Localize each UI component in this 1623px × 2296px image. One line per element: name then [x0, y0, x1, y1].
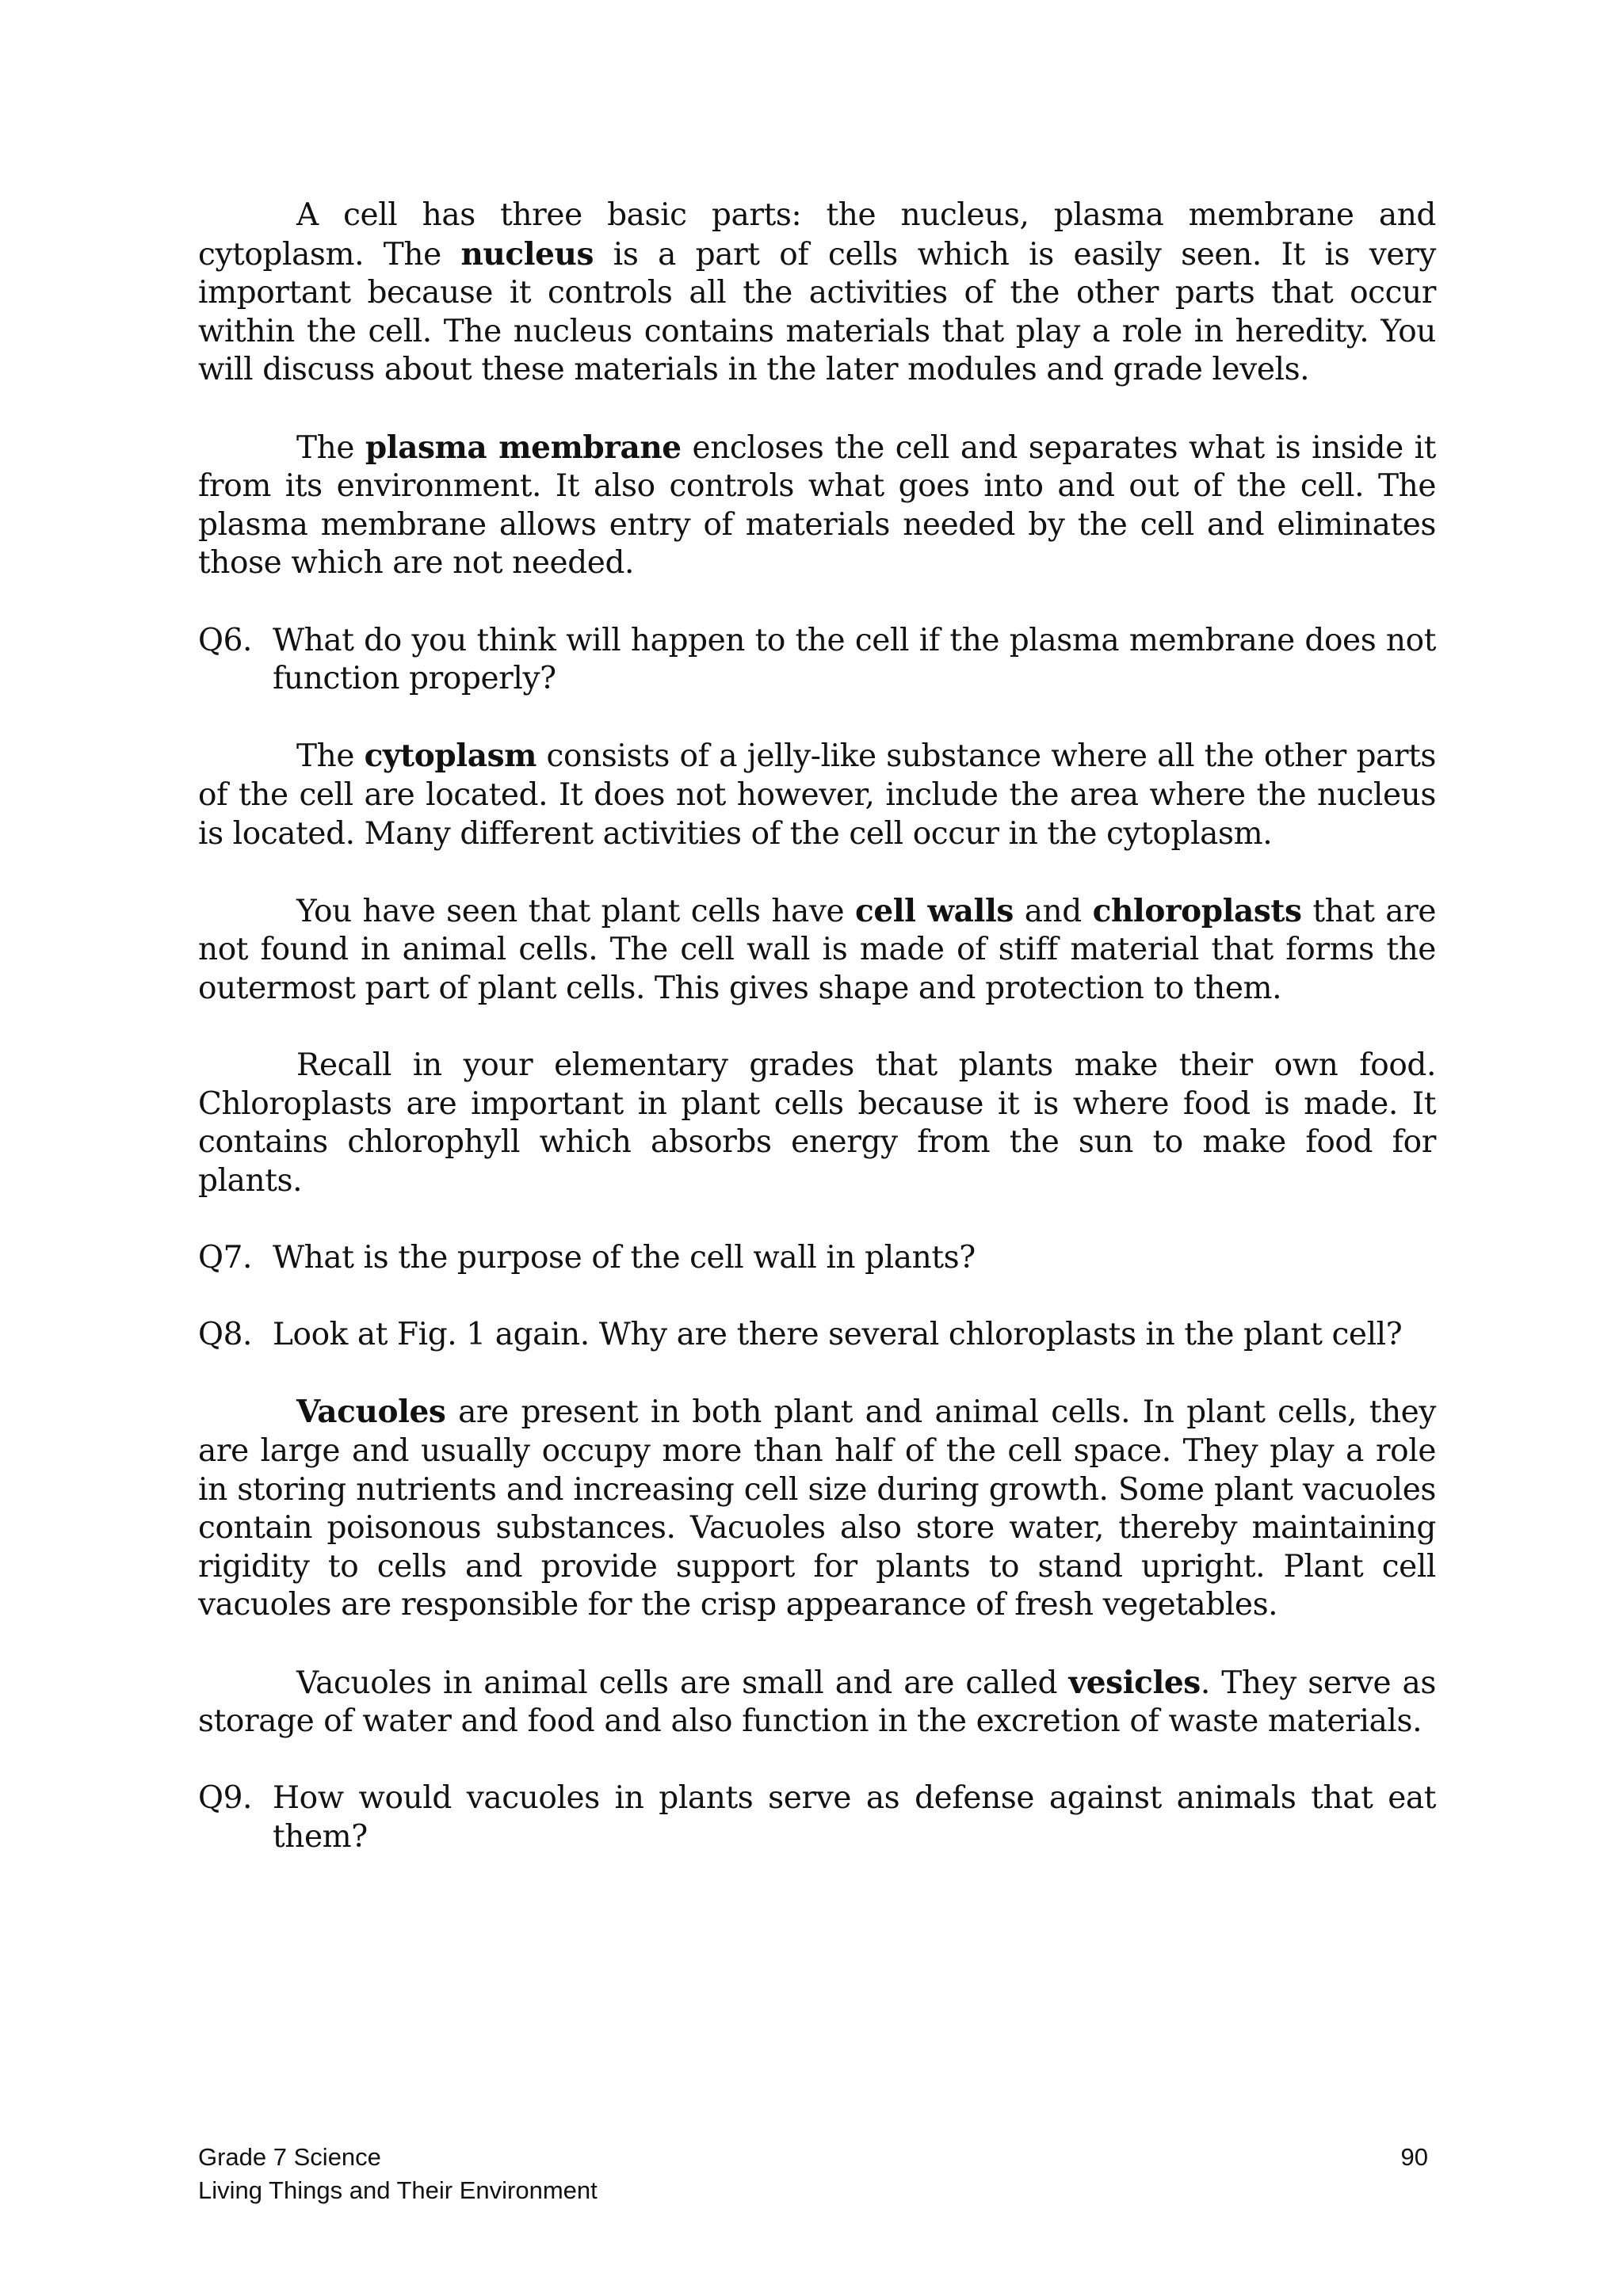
page-body: [198, 196, 1436, 1895]
paragraph-text: and: [1013, 893, 1093, 929]
paragraph-text: Vacuoles in animal cells are small and are called: [296, 1665, 1069, 1701]
page-number: 90: [1400, 2143, 1428, 2171]
paragraph-text: is a part of cells which is easily seen. It is very important because it controls all the activities of the other parts that occur within the cell. The nucleus contains materials that play a role in heredity. You will discuss about these materials in the later modules and grade levels.: [198, 236, 1436, 388]
paragraph-vesicles: [198, 1664, 1436, 1741]
term-vesicles: vesicles: [1068, 1664, 1201, 1701]
paragraph-text: Recall in your elementary grades that plants make their own food. Chloroplasts are important in plant cells because it is where food is made. It contains chlorophyll which absorbs energy from the sun to make food for plants.: [198, 1047, 1436, 1199]
term-cell-walls: cell walls: [854, 892, 1014, 929]
paragraph-cell-walls: [198, 892, 1436, 1009]
paragraph-text: are present in both plant and animal cells. In plant cells, they are large and usually occupy more than half of the cell space. They play a role in storing nutrients and increasing cell size during growth. Some plant vacuoles contain poisonous substances. Vacuoles also store water, thereby maintaining rigidity to cells and provide support for plants to stand upright. Plant cell vacuoles are responsible for the crisp appearance of fresh vegetables.: [198, 1394, 1436, 1623]
question-text: How would vacuoles in plants serve as defense against animals that eat them?: [273, 1780, 1436, 1855]
paragraph-text: consists of a jelly-like substance where all the other parts of the cell are located. It does not however, include the area where the nucleus is located. Many different activities of the cell occur in the cytoplasm.: [198, 738, 1436, 852]
footer-course-title: Grade 7 Science: [198, 2143, 381, 2171]
term-nucleus: nucleus: [460, 235, 594, 273]
paragraph-text: . They serve as storage of water and food and also function in the excretion of waste materials.: [198, 1665, 1436, 1740]
question-q8: [198, 1316, 1436, 1355]
paragraph-chloroplasts: [198, 1047, 1436, 1200]
footer-course-info: [198, 2141, 911, 2207]
paragraph-text: A cell has three basic parts: the nucleus, plasma membrane and cytoplasm. The: [198, 197, 1436, 273]
paragraph-cytoplasm: [198, 737, 1436, 853]
question-number: Q6.: [198, 622, 252, 658]
paragraph-nucleus: [198, 196, 1436, 390]
paragraph-plasma-membrane: [198, 429, 1436, 583]
paragraph-vacuoles: [198, 1393, 1436, 1625]
footer-unit-title: Living Things and Their Environment: [198, 2176, 598, 2204]
term-plasma-membrane: plasma membrane: [365, 429, 682, 466]
question-text: Look at Fig. 1 again. Why are there several chloroplasts in the plant cell?: [273, 1317, 1403, 1353]
term-chloroplasts: chloroplasts: [1092, 892, 1302, 929]
term-cytoplasm: cytoplasm: [364, 738, 537, 775]
question-number: Q7.: [198, 1240, 252, 1276]
question-text: What is the purpose of the cell wall in plants?: [273, 1240, 976, 1276]
paragraph-text: that are not found in animal cells. The cell wall is made of stiff material that forms the outermost part of plant cells. This gives shape and protection to them.: [198, 893, 1436, 1006]
paragraph-text: encloses the cell and separates what is inside it from its environment. It also controls what goes into and out of the cell. The plasma membrane allows entry of materials needed by the cell and eliminates those which are not needed.: [198, 429, 1437, 582]
paragraph-text: The: [296, 429, 365, 466]
question-q9: [198, 1779, 1436, 1856]
question-number: Q9.: [198, 1780, 252, 1817]
paragraph-text: The: [296, 738, 365, 775]
paragraph-text: You have seen that plant cells have: [296, 893, 855, 929]
question-text: What do you think will happen to the cell if the plasma membrane does not function properly?: [273, 622, 1436, 697]
question-number: Q8.: [198, 1317, 252, 1353]
term-vacuoles: Vacuoles: [296, 1394, 446, 1431]
question-q6: [198, 622, 1436, 699]
question-q7: [198, 1239, 1436, 1278]
